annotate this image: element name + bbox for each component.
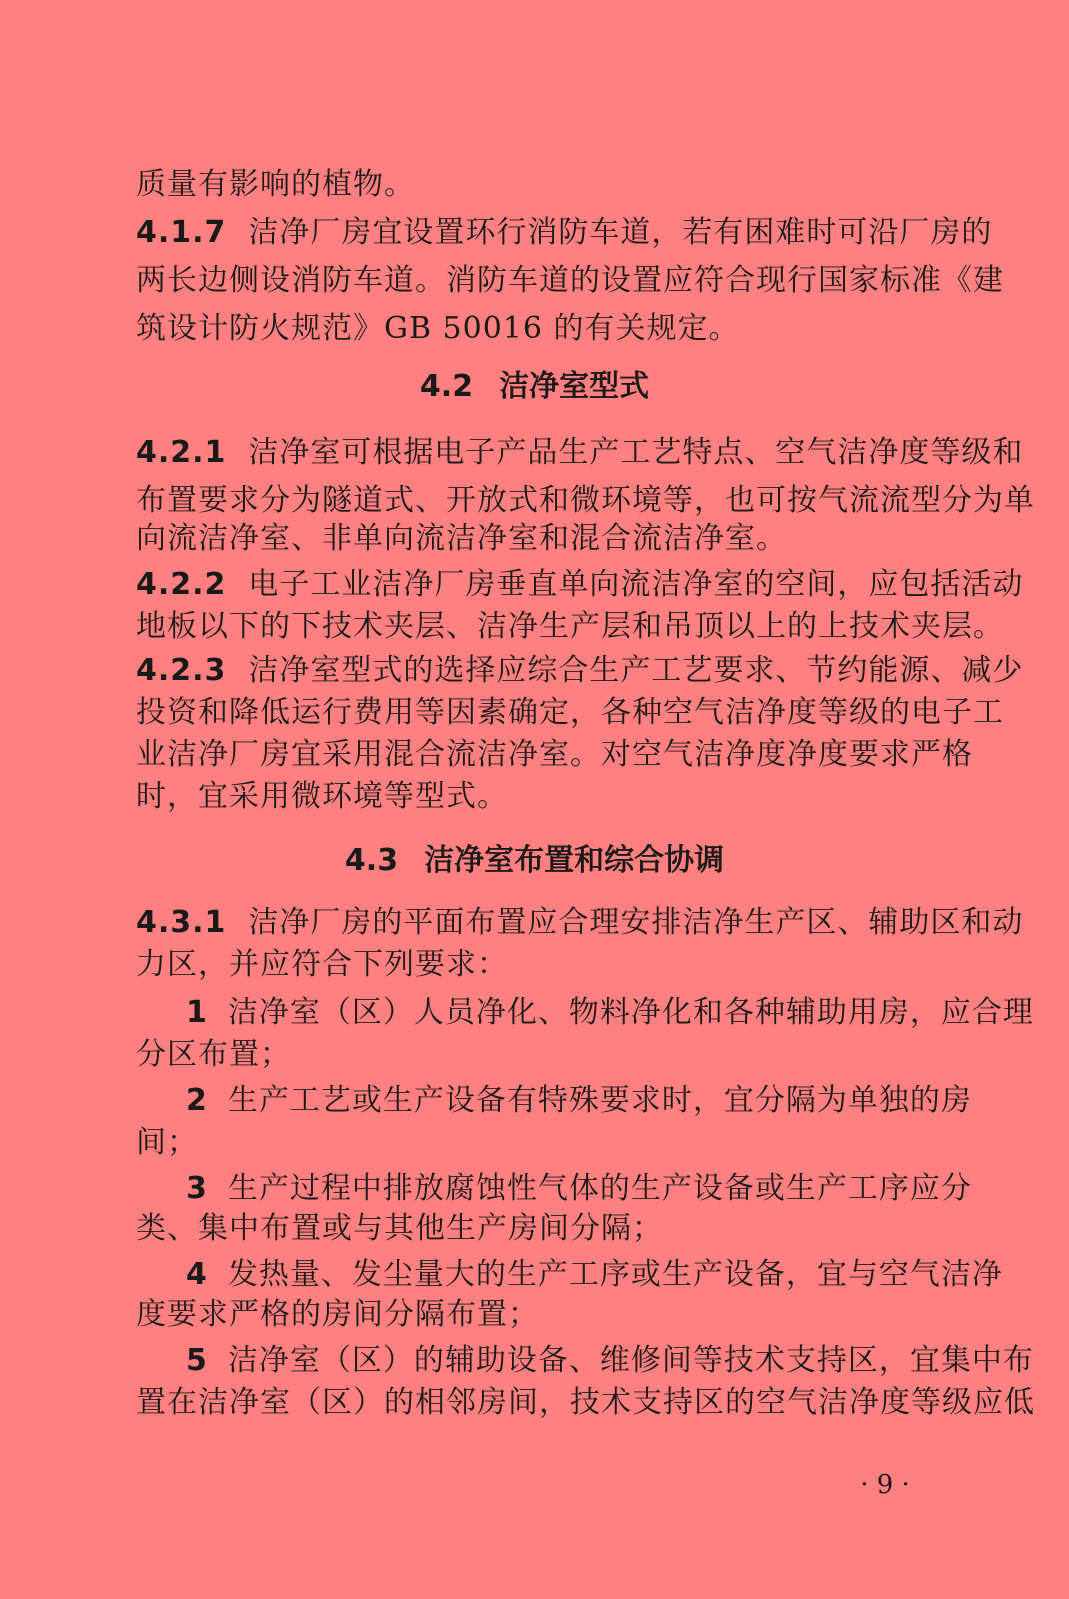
text-line: 两长边侧设消防车道。消防车道的设置应符合现行国家标准《建 xyxy=(136,263,1004,298)
item-number: 3 xyxy=(186,1171,208,1206)
list-item-2: 2 生产工艺或生产设备有特殊要求时，宜分隔为单独的房 xyxy=(186,1083,972,1118)
item-number: 1 xyxy=(186,995,208,1030)
clause-number: 4.2.3 xyxy=(136,653,227,688)
list-item-1: 1 洁净室（区）人员净化、物料净化和各种辅助用房，应合理 xyxy=(186,995,1034,1030)
clause-number: 4.3.1 xyxy=(136,905,227,940)
item-number: 4 xyxy=(186,1257,208,1292)
list-item-5: 5 洁净室（区）的辅助设备、维修间等技术支持区，宜集中布 xyxy=(186,1343,1034,1378)
item-number: 5 xyxy=(186,1343,208,1378)
clause-4-2-2: 4.2.2 电子工业洁净厂房垂直单向流洁净室的空间，应包括活动 xyxy=(136,567,1024,602)
clause-number: 4.2.2 xyxy=(136,567,227,602)
text-line: 度要求严格的房间分隔布置； xyxy=(136,1297,539,1332)
text-line: 类、集中布置或与其他生产房间分隔； xyxy=(136,1211,663,1246)
clause-4-3-1: 4.3.1 洁净厂房的平面布置应合理安排洁净生产区、辅助区和动 xyxy=(136,905,1024,940)
item-number: 2 xyxy=(186,1083,208,1118)
list-item-4: 4 发热量、发尘量大的生产工序或生产设备，宜与空气洁净 xyxy=(186,1257,1003,1292)
text-line: 分区布置； xyxy=(136,1037,291,1072)
text-line: 质量有影响的植物。 xyxy=(136,167,415,202)
text-line: 间； xyxy=(136,1125,198,1160)
text-line: 布置要求分为隧道式、开放式和微环境等，也可按气流流型分为单 xyxy=(136,483,1035,518)
text-line: 向流洁净室、非单向流洁净室和混合流洁净室。 xyxy=(136,521,787,556)
clause-4-1-7: 4.1.7 洁净厂房宜设置环行消防车道，若有困难时可沿厂房的 xyxy=(136,215,993,250)
clause-number: 4.1.7 xyxy=(136,215,227,250)
clause-4-2-1: 4.2.1 洁净室可根据电子产品生产工艺特点、空气洁净度等级和 xyxy=(136,435,1024,470)
clause-number: 4.2.1 xyxy=(136,435,227,470)
text-line: 地板以下的下技术夹层、洁净生产层和吊顶以上的上技术夹层。 xyxy=(136,609,1004,644)
text-line: 投资和降低运行费用等因素确定，各种空气洁净度等级的电子工 xyxy=(136,695,1004,730)
section-heading-4-2: 4.2 洁净室型式 xyxy=(419,369,650,404)
section-heading-4-3: 4.3 洁净室布置和综合协调 xyxy=(344,843,725,878)
text-line: 力区，并应符合下列要求： xyxy=(136,947,508,982)
list-item-3: 3 生产过程中排放腐蚀性气体的生产设备或生产工序应分 xyxy=(186,1171,972,1206)
page-number: · 9 · xyxy=(860,1470,910,1500)
text-line: 业洁净厂房宜采用混合流洁净室。对空气洁净度净度要求严格 xyxy=(136,737,973,772)
text-line: 置在洁净室（区）的相邻房间，技术支持区的空气洁净度等级应低 xyxy=(136,1385,1035,1420)
text-line: 时，宜采用微环境等型式。 xyxy=(136,779,508,814)
clause-4-2-3: 4.2.3 洁净室型式的选择应综合生产工艺要求、节约能源、减少 xyxy=(136,653,1024,688)
text-line: 筑设计防火规范》GB 50016 的有关规定。 xyxy=(136,311,740,346)
